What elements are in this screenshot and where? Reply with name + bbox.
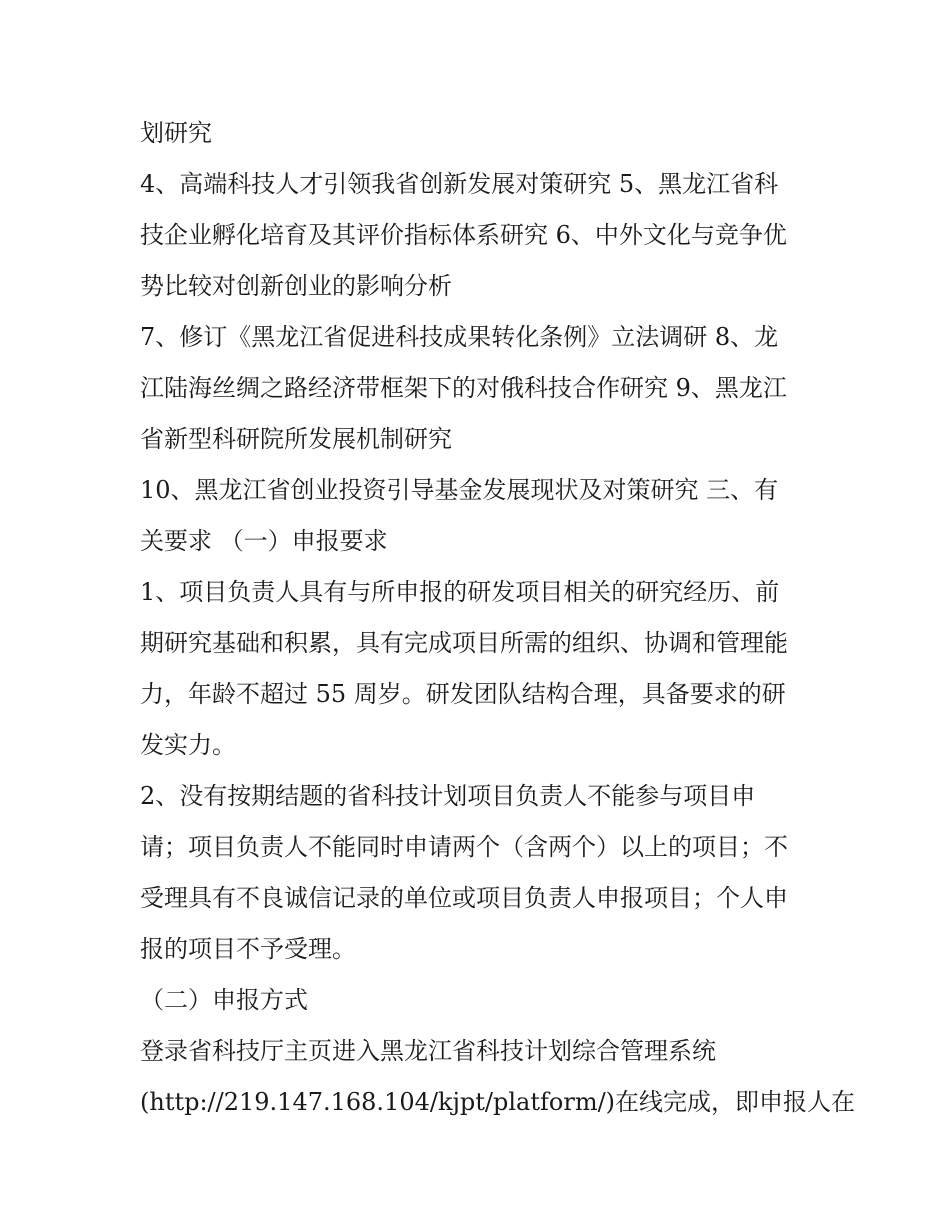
document-body [140,108,856,1128]
text-line: 势比较对创新创业的影响分析 [140,272,452,300]
text-line: 2、没有按期结题的省科技计划项目负责人不能参与项目申 [140,782,756,810]
text-line: 期研究基础和积累，具有完成项目所需的组织、协调和管理能 [140,629,788,657]
text-line: 关要求 （一）申报要求 [140,527,388,555]
url-line: (http://219.147.168.104/kjpt/platform/)在线完成，即申报人在 [140,1088,856,1116]
text-line: 江陆海丝绸之路经济带框架下的对俄科技合作研究 9、黑龙江 [140,374,787,402]
text-line: 7、修订《黑龙江省促进科技成果转化条例》立法调研 8、龙 [140,323,779,351]
text-line: 报的项目不予受理。 [140,935,356,963]
text-line: 划研究 [140,119,212,147]
text-line: 请；项目负责人不能同时申请两个（含两个）以上的项目；不 [140,833,788,861]
text-line: 10、黑龙江省创业投资引导基金发展现状及对策研究 三、有 [140,476,779,504]
text-line: 力，年龄不超过 55 周岁。研发团队结构合理，具备要求的研 [140,680,786,708]
text-line: 4、高端科技人才引领我省创新发展对策研究 5、黑龙江省科 [140,170,779,198]
text-line: 1、项目负责人具有与所申报的研发项目相关的研究经历、前 [140,578,780,606]
text-line: 省新型科研院所发展机制研究 [140,425,452,453]
text-line: 技企业孵化培育及其评价指标体系研究 6、中外文化与竞争优 [140,221,787,249]
text-line: 受理具有不良诚信记录的单位或项目负责人申报项目；个人申 [140,884,788,912]
text-line: 发实力。 [140,731,236,759]
text-line: 登录省科技厅主页进入黑龙江省科技计划综合管理系统 [140,1037,716,1065]
text-line: （二）申报方式 [140,986,308,1014]
